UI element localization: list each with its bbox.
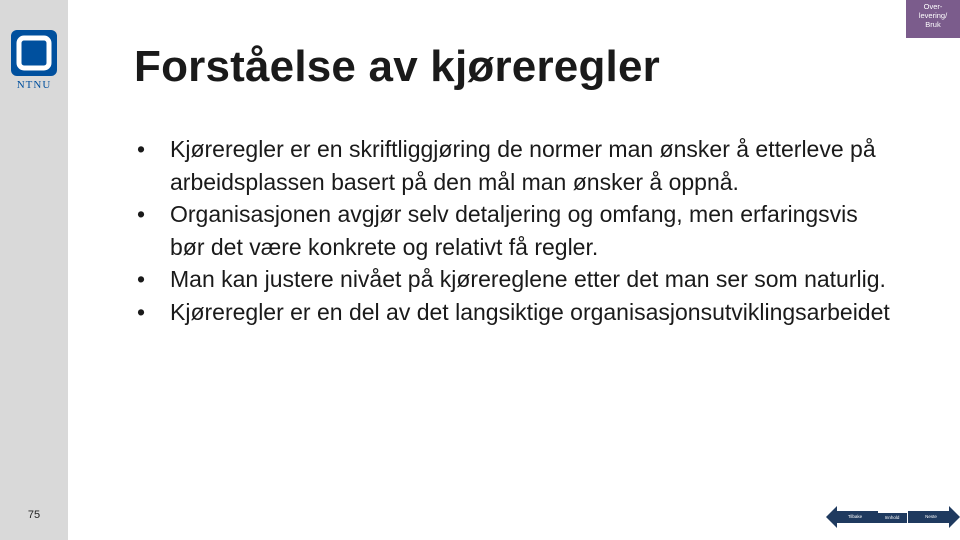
sidebar bbox=[0, 0, 68, 540]
ntnu-logo-icon bbox=[11, 30, 57, 76]
tag-line-2: levering/ bbox=[918, 11, 948, 20]
tag-line-3: Bruk bbox=[925, 20, 941, 29]
bullet-text: Kjøreregler er en skriftliggjøring de normer man ønsker å etterleve på arbeidsplassen basert på den mål man ønsker å oppnå. bbox=[170, 136, 876, 195]
next-button[interactable] bbox=[908, 506, 960, 528]
back-button[interactable] bbox=[826, 506, 878, 528]
logo-text: NTNU bbox=[16, 79, 52, 91]
bullet-text: Organisasjonen avgjør selv detaljering og omfang, men erfaringsvis bør det være konkrete og relativt få regler. bbox=[170, 201, 858, 260]
bullet-text: Man kan justere nivået på kjørereglene etter det man ser som naturlig. bbox=[170, 266, 886, 292]
bullet-item bbox=[135, 263, 895, 296]
slide-title: Forståelse av kjøreregler bbox=[134, 42, 660, 91]
bullet-item bbox=[135, 133, 895, 198]
tag-line-1: Over- bbox=[923, 2, 943, 11]
next-label: Neste bbox=[925, 514, 937, 519]
bullet-item bbox=[135, 198, 895, 263]
bullet-dot: • bbox=[137, 298, 146, 325]
bullet-text: Kjøreregler er en del av det langsiktige organisasjonsutviklingsarbeidet bbox=[170, 298, 890, 325]
bullet-dot: • bbox=[137, 201, 146, 227]
bullet-dot: • bbox=[137, 266, 146, 292]
section-tag bbox=[906, 0, 960, 38]
bullet-list bbox=[135, 133, 895, 328]
bullet-item bbox=[135, 296, 895, 329]
slide-number: 75 bbox=[27, 509, 41, 521]
home-button[interactable]: Innhold bbox=[877, 513, 907, 523]
bullet-dot: • bbox=[137, 136, 146, 162]
back-label: Tilbake bbox=[847, 514, 863, 519]
